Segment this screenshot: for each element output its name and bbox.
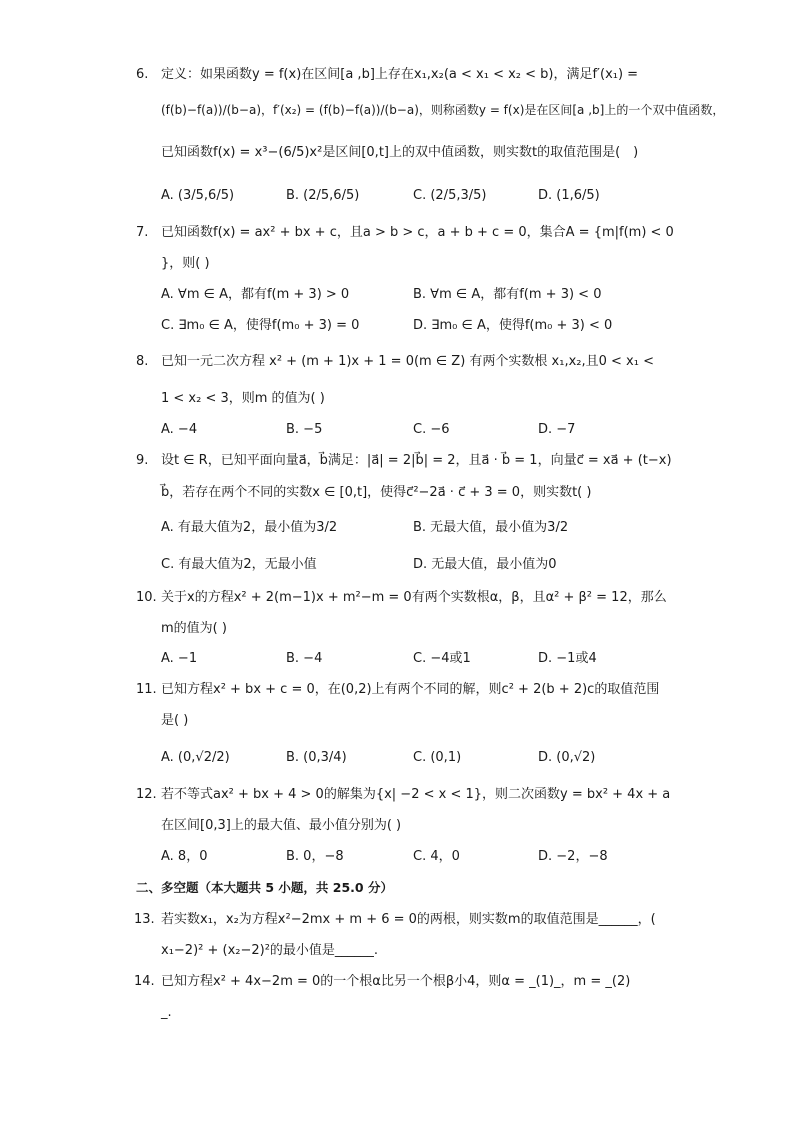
option-b: B. −5: [286, 422, 323, 437]
question-number: 12.: [136, 787, 157, 802]
question-text-line: (f(b)−f(a))/(b−a)，f′(x₂) = (f(b)−f(a))/(b−a)，则称函数y = f(x)是在区间[a ,b]上的一个双中值函数，: [161, 103, 725, 117]
option-b: B. 0，−8: [286, 849, 344, 864]
question-text-line: 已知函数f(x) = x³−(6/5)x²是区间[0,t]上的双中值函数，则实数t的取值范围是( ): [161, 145, 639, 160]
question-text-line: 已知方程x² + bx + c = 0，在(0,2)上有两个不同的解，则c² + 2(b + 2)c的取值范围: [161, 682, 660, 697]
section-heading: 二、多空题（本大题共 5 小题，共 25.0 分）: [136, 880, 393, 895]
option-b: B. (0,3/4): [286, 750, 347, 765]
option-a: A. (0,√2/2): [161, 750, 230, 765]
option-c: C. −6: [413, 422, 450, 437]
question-text-line: 已知一元二次方程 x² + (m + 1)x + 1 = 0(m ∈ Z) 有两个实数根 x₁,x₂,且0 < x₁ <: [161, 354, 654, 369]
question-text-line: m的值为( ): [161, 621, 227, 636]
option-a: A. −4: [161, 422, 198, 437]
question-number: 8.: [136, 354, 149, 369]
question-text-line: 定义：如果函数y = f(x)在区间[a ,b]上存在x₁,x₂(a < x₁ < x₂ < b)，满足f′(x₁) =: [161, 67, 639, 82]
option-d: D. (0,√2): [538, 750, 596, 765]
option-a: A. ∀m ∈ A，都有f(m + 3) > 0: [161, 287, 350, 302]
option-c: C. −4或1: [413, 651, 471, 666]
option-c: C. (2/5,3/5): [413, 188, 487, 203]
question-text-line: 关于x的方程x² + 2(m−1)x + m²−m = 0有两个实数根α，β，且α² + β² = 12，那么: [161, 590, 667, 605]
option-d: D. −7: [538, 422, 576, 437]
option-d: D. (1,6/5): [538, 188, 600, 203]
question-number: 6.: [136, 67, 149, 82]
option-d: D. ∃m₀ ∈ A，使得f(m₀ + 3) < 0: [413, 318, 613, 333]
option-a: A. 8，0: [161, 849, 208, 864]
option-c: C. 4，0: [413, 849, 460, 864]
question-text-line: }，则( ): [161, 256, 210, 271]
option-d: D. −2，−8: [538, 849, 608, 864]
option-d: D. −1或4: [538, 651, 597, 666]
question-text-line: 1 < x₂ < 3，则m 的值为( ): [161, 391, 325, 406]
question-number: 7.: [136, 225, 149, 240]
option-a: A. −1: [161, 651, 198, 666]
question-text-line: b⃗，若存在两个不同的实数x ∈ [0,t]，使得c⃗²−2a⃗ · c⃗ + 3 = 0，则实数t( ): [161, 485, 592, 500]
option-c: C. 有最大值为2，无最小值: [161, 557, 317, 572]
option-b: B. ∀m ∈ A，都有f(m + 3) < 0: [413, 287, 602, 302]
question-text-line: 已知函数f(x) = ax² + bx + c，且a > b > c，a + b + c = 0，集合A = {m|f(m) < 0: [161, 225, 674, 240]
option-b: B. −4: [286, 651, 323, 666]
question-text-line: x₁−2)² + (x₂−2)²的最小值是______.: [161, 943, 379, 958]
question-number: 13.: [134, 912, 155, 927]
option-b: B. (2/5,6/5): [286, 188, 360, 203]
question-text-line: 已知方程x² + 4x−2m = 0的一个根α比另一个根β小4，则α = _(1)_，m = _(2): [161, 974, 631, 989]
question-text-line: 若实数x₁，x₂为方程x²−2mx + m + 6 = 0的两根，则实数m的取值范围是______，(: [161, 912, 656, 927]
question-number: 14.: [134, 974, 155, 989]
option-c: C. (0,1): [413, 750, 462, 765]
question-number: 9.: [136, 453, 149, 468]
question-number: 11.: [136, 682, 157, 697]
question-text-line: 若不等式ax² + bx + 4 > 0的解集为{x| −2 < x < 1}，则二次函数y = bx² + 4x + a: [161, 787, 671, 802]
option-c: C. ∃m₀ ∈ A，使得f(m₀ + 3) = 0: [161, 318, 360, 333]
question-text-line: 是( ): [161, 713, 189, 728]
option-a: A. (3/5,6/5): [161, 188, 235, 203]
question-text-line: 设t ∈ R，已知平面向量a⃗，b⃗满足：|a⃗| = 2|b⃗| = 2，且a⃗ · b⃗ = 1，向量c⃗ = xa⃗ + (t−x): [161, 453, 672, 468]
option-b: B. 无最大值，最小值为3/2: [413, 520, 569, 535]
option-a: A. 有最大值为2，最小值为3/2: [161, 520, 338, 535]
option-d: D. 无最大值，最小值为0: [413, 557, 557, 572]
question-text-line: _.: [161, 1005, 172, 1020]
question-text-line: 在区间[0,3]上的最大值、最小值分别为( ): [161, 818, 402, 833]
question-number: 10.: [136, 590, 157, 605]
